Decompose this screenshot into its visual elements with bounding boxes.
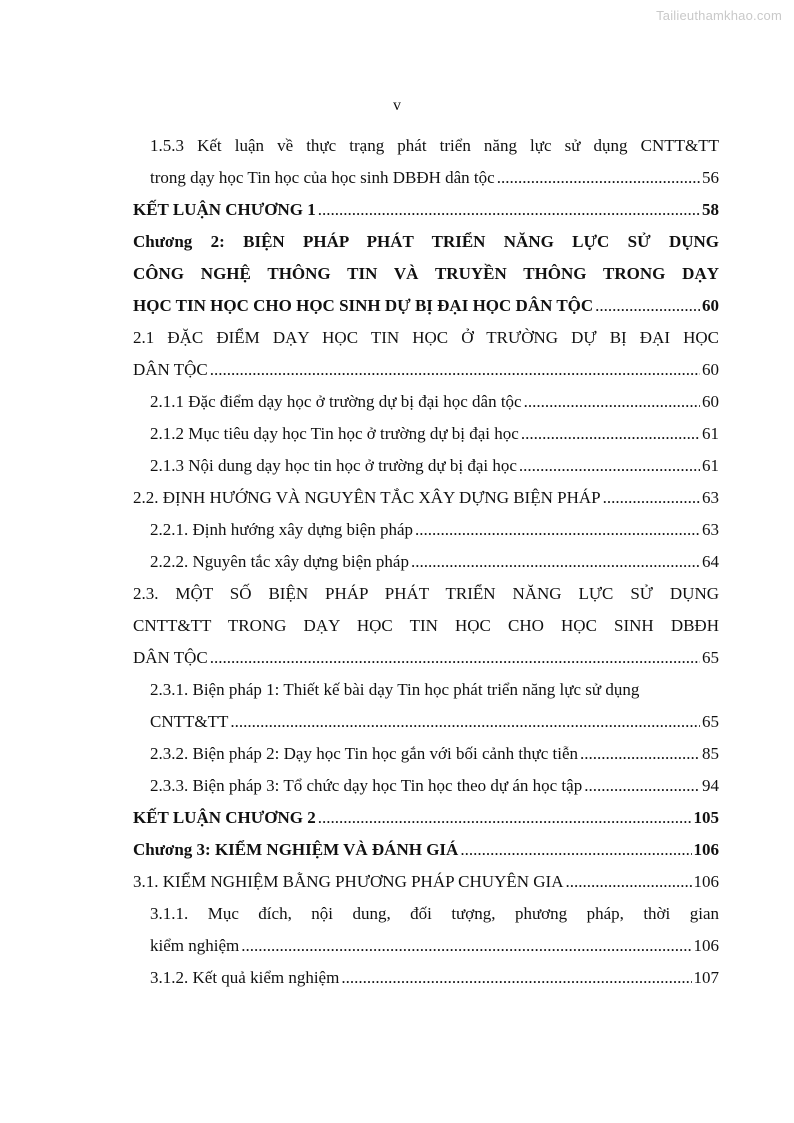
toc-entry-text: 2.1.1 Đặc điểm dạy học ở trường dự bị đại học dân tộc xyxy=(150,392,522,411)
leader-dots xyxy=(241,930,691,962)
toc-page-number: 105 xyxy=(693,808,719,827)
toc-entry-2-3-1[interactable] xyxy=(133,674,719,738)
toc-entry-text: trong dạy học Tin học của học sinh DBĐH dân tộc xyxy=(150,168,495,187)
toc-entry-2-1-3[interactable] xyxy=(133,450,719,482)
toc-entry-2-2-2[interactable] xyxy=(133,546,719,578)
toc-entry-text: Chương 2: BIỆN PHÁP PHÁT TRIỂN NĂNG LỰC SỬ DỤNG xyxy=(133,232,719,251)
leader-dots xyxy=(210,642,700,674)
toc-page-number: 58 xyxy=(702,200,719,219)
toc-entry-text: DÂN TỘC xyxy=(133,648,208,667)
watermark: Tailieuthamkhao.com xyxy=(656,8,782,23)
toc-page-number: 60 xyxy=(702,392,719,411)
leader-dots xyxy=(580,738,700,770)
toc-page-number: 61 xyxy=(702,456,719,475)
toc-entry-text: 1.5.3 Kết luận về thực trạng phát triển năng lực sử dụng CNTT&TT xyxy=(150,136,719,155)
toc-entry-2-1-1[interactable] xyxy=(133,386,719,418)
toc-entry-2-3[interactable] xyxy=(133,578,719,674)
leader-dots xyxy=(521,418,700,450)
toc-entry-text: 2.3.2. Biện pháp 2: Dạy học Tin học gắn với bối cảnh thực tiễn xyxy=(150,744,579,763)
toc-entry-text: 2.3. MỘT SỐ BIỆN PHÁP PHÁT TRIỂN NĂNG LỰC SỬ DỤNG xyxy=(133,584,719,603)
leader-dots xyxy=(411,546,700,578)
toc-page-number: 65 xyxy=(702,648,719,667)
toc-entry-text: 2.1 ĐẶC ĐIỂM DẠY HỌC TIN HỌC Ở TRƯỜNG DỰ BỊ ĐẠI HỌC xyxy=(133,328,719,347)
toc-entry-conclusion-chapter-1[interactable] xyxy=(133,194,719,226)
toc-entry-2-1-2[interactable] xyxy=(133,418,719,450)
toc-entry-3-1[interactable] xyxy=(133,866,719,898)
toc-page-number: 85 xyxy=(702,744,719,763)
leader-dots xyxy=(603,482,700,514)
toc-entry-3-1-2[interactable] xyxy=(133,962,719,994)
toc-entry-text: 3.1.2. Kết quả kiểm nghiệm xyxy=(150,968,340,987)
toc-entry-text: Chương 3: KIỂM NGHIỆM VÀ ĐÁNH GIÁ xyxy=(133,840,459,859)
toc-entry-text: 3.1. KIỂM NGHIỆM BẰNG PHƯƠNG PHÁP CHUYÊN GIA xyxy=(133,872,564,891)
leader-dots xyxy=(341,962,691,994)
leader-dots xyxy=(497,162,700,194)
leader-dots xyxy=(210,354,700,386)
toc-page-number: 106 xyxy=(693,936,719,955)
toc-entry-2-1[interactable] xyxy=(133,322,719,386)
toc-page-number: 106 xyxy=(693,840,719,859)
leader-dots xyxy=(519,450,700,482)
leader-dots xyxy=(415,514,700,546)
toc-page-number: 60 xyxy=(702,296,719,315)
toc-entry-text: CÔNG NGHỆ THÔNG TIN VÀ TRUYỀN THÔNG TRONG DẠY xyxy=(133,264,719,283)
toc-entry-text: kiểm nghiệm xyxy=(150,936,240,955)
toc-entry-2-3-2[interactable] xyxy=(133,738,719,770)
leader-dots xyxy=(524,386,700,418)
toc-page-number: 61 xyxy=(702,424,719,443)
toc-entry-text: KẾT LUẬN CHƯƠNG 2 xyxy=(133,808,316,827)
toc-page-number: 106 xyxy=(693,872,719,891)
toc-entry-2-3-3[interactable] xyxy=(133,770,719,802)
toc-entry-text: CNTT&TT TRONG DẠY HỌC TIN HỌC CHO HỌC SINH DBĐH xyxy=(133,616,719,635)
toc-page-number: 60 xyxy=(702,360,719,379)
toc-entry-text: KẾT LUẬN CHƯƠNG 1 xyxy=(133,200,316,219)
toc-entry-text: 2.2. ĐỊNH HƯỚNG VÀ NGUYÊN TẮC XÂY DỰNG BIỆN PHÁP xyxy=(133,488,601,507)
leader-dots xyxy=(584,770,700,802)
toc-entry-text: CNTT&TT xyxy=(150,712,229,731)
leader-dots xyxy=(595,290,700,322)
leader-dots xyxy=(460,834,691,866)
toc-entry-text: 2.2.1. Định hướng xây dựng biện pháp xyxy=(150,520,414,539)
leader-dots xyxy=(565,866,691,898)
toc-entry-text: DÂN TỘC xyxy=(133,360,208,379)
toc-entry-conclusion-chapter-2[interactable] xyxy=(133,802,719,834)
toc-entry-text: 2.1.2 Mục tiêu dạy học Tin học ở trường dự bị đại học xyxy=(150,424,519,443)
page-number: v xyxy=(393,97,401,114)
toc-entry-text: 2.1.3 Nội dung dạy học tin học ở trường dự bị đại học xyxy=(150,456,517,475)
leader-dots xyxy=(318,194,700,226)
toc-page-number: 63 xyxy=(702,520,719,539)
toc-entry-text: 2.2.2. Nguyên tắc xây dựng biện pháp xyxy=(150,552,409,571)
table-of-contents xyxy=(133,130,719,994)
toc-page-number: 63 xyxy=(702,488,719,507)
toc-entry-3-1-1[interactable] xyxy=(133,898,719,962)
toc-entry-2-2[interactable] xyxy=(133,482,719,514)
toc-entry-1-5-3[interactable] xyxy=(133,130,719,194)
toc-entry-text: 3.1.1. Mục đích, nội dung, đối tượng, phương pháp, thời gian xyxy=(150,904,719,923)
toc-page-number: 94 xyxy=(702,776,719,795)
leader-dots xyxy=(318,802,692,834)
toc-entry-text: 2.3.3. Biện pháp 3: Tổ chức dạy học Tin học theo dự án học tập xyxy=(150,776,583,795)
toc-entry-chapter-2[interactable] xyxy=(133,226,719,322)
toc-entry-text: 2.3.1. Biện pháp 1: Thiết kế bài dạy Tin học phát triển năng lực sử dụng xyxy=(150,680,640,699)
toc-page-number: 56 xyxy=(702,168,719,187)
toc-entry-chapter-3[interactable] xyxy=(133,834,719,866)
toc-page-number: 107 xyxy=(693,968,719,987)
toc-entry-2-2-1[interactable] xyxy=(133,514,719,546)
leader-dots xyxy=(230,706,700,738)
toc-page-number: 65 xyxy=(702,712,719,731)
toc-page-number: 64 xyxy=(702,552,719,571)
toc-entry-text: HỌC TIN HỌC CHO HỌC SINH DỰ BỊ ĐẠI HỌC DÂN TỘC xyxy=(133,296,594,315)
